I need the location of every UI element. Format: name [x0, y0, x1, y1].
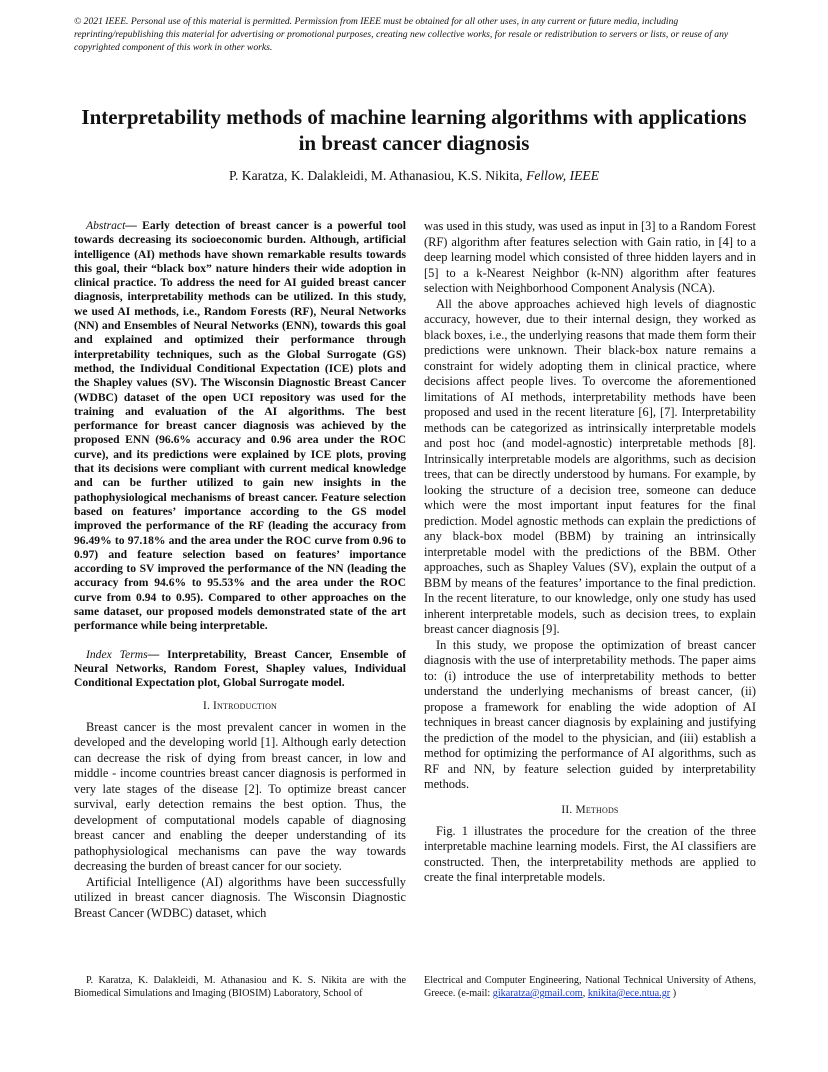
intro-paragraph: All the above approaches achieved high levels of diagnostic accuracy, however, due to their internal design, they worked as black boxes, i.e., the underlying reasons that made them form their predictions were unknown. Their black-box nature remains a constraint for widely adopting them in clinical practice, where decisions affect people lives. To overcome the aforementioned limitations of AI methods, interpretability methods have been proposed and used in the recent literature [6], [7]. Interpretability methods can be categorized as intrinsically interpretable models and post hoc (and model-agnostic) interpretable methods [8]. Intrinsically interpretable models are algorithms, such as decision trees, that can be directly understood by humans. For example, by looking the structure of a decision tree, someone can deduce which were the most important input features for the final prediction. Model agnostic methods can explain the predictions of any black-box model (BBM) by training an intrinsically interpretable model with the predictions of the BBM. Other approaches, such as Shapley Values (SV), explain the output of a BBM by means of the features’ importance to the final prediction. In the recent literature, to our knowledge, only one study has used inherent interpretable models, such as decision trees, to explain breast cancer diagnosis [9].: [424, 296, 756, 636]
author-names: P. Karatza, K. Dalakleidi, M. Athanasiou, K.S. Nikita,: [228, 168, 527, 183]
intro-paragraph: Breast cancer is the most prevalent cancer in women in the developed and the developing world [1]. Although early detection can decrease the risk of dying from breast cancer, in low and middle - income countries breast cancer diagnosis is performed in very late stages of the disease [2]. To optimize breast cancer survival, early detection remains the best option. Thus, the development of computational models capable of diagnosing breast cancer and enabling the deeper understanding of its pathophysiological mechanisms can pave the way towards decreasing the burden of breast cancer for our society.: [74, 719, 406, 873]
intro-continuation: was used in this study, was used as input in [3] to a Random Forest (RF) algorithm after features selection with Gain ratio, in [4] to a deep learning model which consisted of three hidden layers and in [5] to a k-Nearest Neighbor (k-NN) algorithm after features selection with Neighborhood Component Analysis (NCA).: [424, 219, 756, 295]
author-line: [74, 167, 754, 184]
footnote-right: [424, 974, 756, 1000]
section-heading-introduction: I. Introduction: [202, 699, 278, 712]
abstract: [74, 219, 406, 634]
footnote-left: P. Karatza, K. Dalakleidi, M. Athanasiou and K. S. Nikita are with the Biomedical Simulations and Imaging (BIOSIM) Laboratory, School of: [74, 975, 406, 999]
copyright-notice: © 2021 IEEE. Personal use of this material is permitted. Permission from IEEE must be obtained for all other uses, in any current or future media, including reprinting/republishing this material for advertising or promotional purposes, creating new collective works, for resale or redistribution to servers or lists, or reuse of any copyrighted component of this work in other works.: [74, 16, 729, 53]
paper-title: Interpretability methods of machine learning algorithms with applications in breast cancer diagnosis: [81, 105, 747, 155]
author-fellow: Fellow, IEEE: [526, 168, 600, 183]
abstract-text: — Early detection of breast cancer is a powerful tool towards decreasing its socioeconomic burden. Although, artificial intelligence (AI) methods have shown remarkable results towards this goal, their “black box” nature hinders their wide adoption in clinical practice. To address the need for AI guided breast cancer diagnosis, interpretability methods can be utilized. In this study, we used AI methods, i.e., Random Forests (RF), Neural Networks (NN) and Ensembles of Neural Networks (ENN), towards this goal and explained and optimized their performance through interpretability techniques, such as the Global Surrogate (GS) method, the Individual Conditional Expectation (ICE) plots and the Shapley values (SV). The Wisconsin Diagnostic Breast Cancer (WDBC) dataset of the open UCI repository was used for the training and evaluation of the AI algorithms. The best performance for breast cancer diagnosis was achieved by the proposed ENN (96.6% accuracy and 0.96 area under the ROC curve), and its predictions were explained by ICE plots, proving that its decisions were compliant with current medical knowledge and can be further utilized to gain new insights in the pathophysiological mechanisms of breast cancer. Feature selection based on features’ importance according to the GS model improved the performance of the RF (leading the accuracy from 96.49% to 97.18% and the area under the ROC curve from 0.96 to 0.97) and feature selection based on features’ importance according to SV improved the performance of the NN (leading the accuracy from 94.6% to 95.53% and the area under the ROC curve from 0.94 to 0.95). Compared to other approaches on the same dataset, our proposed models demonstrated state of the art performance while being interpretable.: [74, 219, 406, 633]
left-column: [74, 219, 406, 921]
footnote-separator: ,: [582, 988, 588, 999]
email-link-karatza[interactable]: gikaratza@gmail.com: [492, 988, 583, 999]
intro-paragraph: Artificial Intelligence (AI) algorithms have been successfully utilized in breast cancer diagnosis. The Wisconsin Diagnostic Breast Cancer (WDBC) dataset, which: [74, 874, 406, 920]
email-link-nikita[interactable]: knikita@ece.ntua.gr: [587, 988, 671, 999]
index-terms: [74, 648, 406, 691]
footnote-right-prefix: Electrical and Computer Engineering, National Technical University of Athens, Greece. (e-mail:: [424, 975, 756, 999]
methods-paragraph: Fig. 1 illustrates the procedure for the creation of the three interpretable machine learning models. First, the AI classifiers are constructed. Then, the interpretability methods are applied to create the final interpretable models.: [424, 823, 756, 884]
section-heading-methods: II. Methods: [561, 803, 619, 816]
index-terms-lead: Index Terms: [86, 647, 148, 661]
right-column: [424, 219, 756, 886]
intro-paragraph: In this study, we propose the optimization of breast cancer diagnosis with the use of interpretability methods. The paper aims to: (i) introduce the use of interpretability methods to better understand the underlying mechanisms of breast cancer, (ii) propose a framework for enabling the wide adoption of AI techniques in breast cancer diagnosis by explaining and justifying the prediction of the model to the physician, and (iii) establish a method for optimizing the performance of AI algorithms, such as RF and NN, by feature selection guided by interpretability methods.: [424, 637, 756, 791]
abstract-lead: Abstract: [86, 219, 126, 232]
index-terms-text: — Interpretability, Breast Cancer, Ensemble of Neural Networks, Random Forest, Shapley values, Individual Conditional Expectation plot, Global Surrogate model.: [74, 647, 406, 690]
footnote-right-suffix: ): [670, 988, 677, 999]
